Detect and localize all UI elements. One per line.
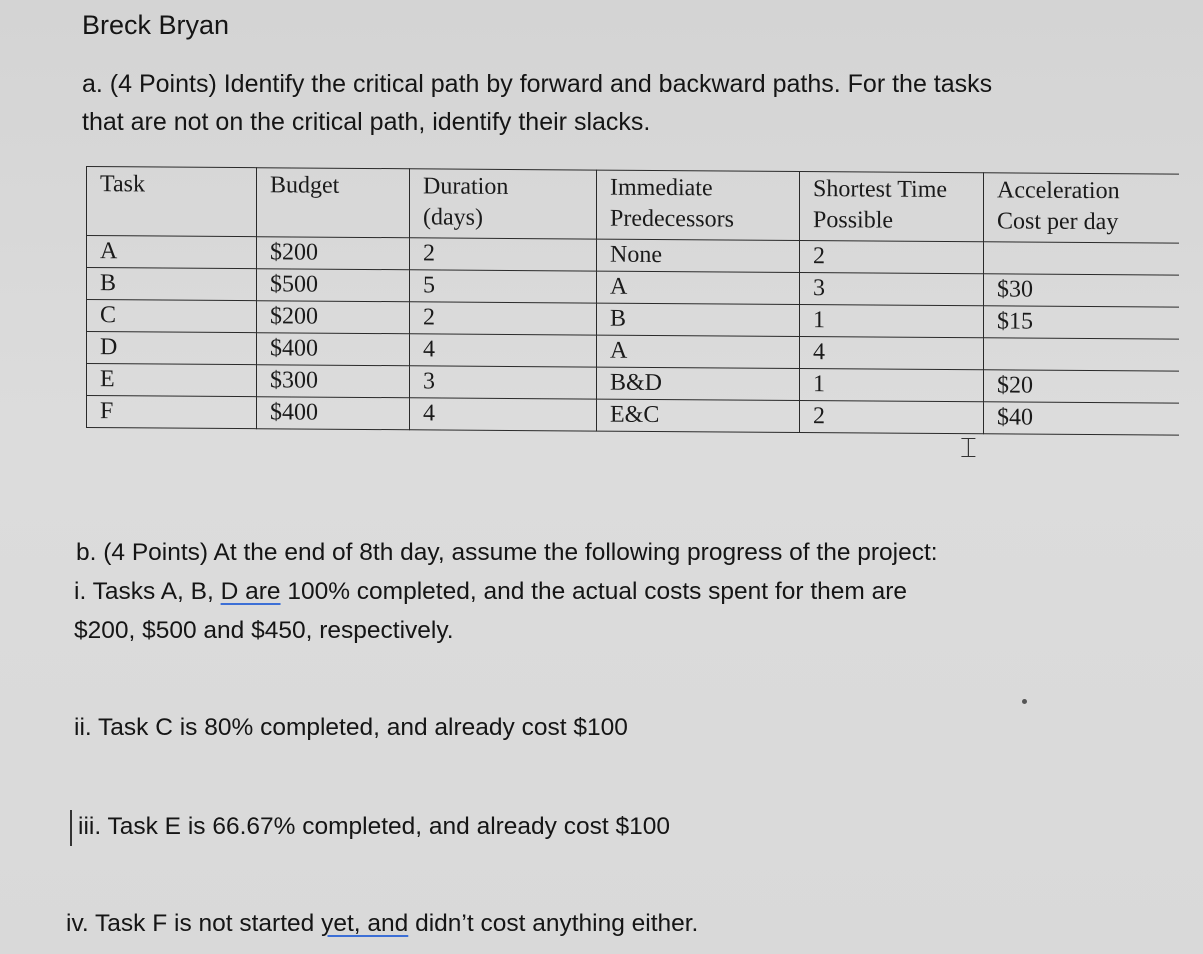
- cell-budget: $200: [257, 301, 410, 334]
- item-iv-text-post: didn’t cost anything either.: [408, 910, 699, 937]
- cell-acceleration-cost: [984, 242, 1180, 275]
- cell-shortest-time: 2: [800, 400, 984, 433]
- cell-duration: 4: [410, 398, 597, 431]
- cell-acceleration-cost: $40: [984, 402, 1180, 435]
- cell-task: E: [87, 364, 257, 397]
- cell-duration: 3: [410, 366, 597, 399]
- question-a-line-1: a. (4 Points) Identify the critical path by forward and backward paths. For the tasks: [82, 70, 993, 98]
- header-budget: Budget: [257, 168, 410, 238]
- header-acceleration-cost: Acceleration Cost per day: [984, 173, 1180, 243]
- cell-task: B: [87, 268, 257, 301]
- question-b-item-i: [74, 578, 907, 606]
- cell-task: F: [87, 396, 257, 429]
- cell-duration: 2: [410, 238, 597, 271]
- header-predecessors: Immediate Predecessors: [597, 170, 800, 240]
- cell-predecessors: None: [597, 239, 800, 272]
- cell-acceleration-cost: $15: [984, 306, 1180, 339]
- cell-predecessors: A: [597, 271, 800, 304]
- task-table: [86, 166, 1179, 436]
- header-shortest-time: Shortest Time Possible: [800, 171, 984, 241]
- cell-budget: $200: [257, 237, 410, 270]
- cell-predecessors: B: [597, 303, 800, 336]
- question-b-item-iii: iii. Task E is 66.67% completed, and already cost $100: [78, 813, 670, 840]
- cell-task: A: [87, 236, 257, 269]
- question-b-item-i-line-2: $200, $500 and $450, respectively.: [74, 617, 454, 644]
- text-caret: [70, 810, 72, 846]
- cell-budget: $400: [257, 397, 410, 430]
- cell-budget: $500: [257, 269, 410, 302]
- question-b-item-iv: [66, 910, 698, 938]
- cell-predecessors: E&C: [597, 399, 800, 432]
- stray-mark: [1022, 699, 1027, 704]
- cell-acceleration-cost: [984, 338, 1180, 371]
- cell-budget: $400: [257, 333, 410, 366]
- i-beam-cursor-icon: ⌶: [960, 431, 977, 464]
- cell-task: C: [87, 300, 257, 333]
- cell-budget: $300: [257, 365, 410, 398]
- item-iv-underlined-text: yet, and: [321, 910, 409, 937]
- table-header-row: [87, 167, 1180, 244]
- cell-duration: 2: [410, 302, 597, 335]
- cell-shortest-time: 1: [800, 368, 984, 401]
- cell-duration: 4: [410, 334, 597, 367]
- header-task: Task: [87, 167, 257, 237]
- cell-predecessors: B&D: [597, 367, 800, 400]
- item-i-text-pre: i. Tasks A, B,: [74, 578, 221, 605]
- cell-task: D: [87, 332, 257, 365]
- cell-acceleration-cost: $30: [984, 274, 1180, 307]
- cell-duration: 5: [410, 270, 597, 303]
- cell-shortest-time: 4: [800, 336, 984, 369]
- item-i-underlined-text: D are: [220, 578, 281, 605]
- cell-shortest-time: 3: [800, 272, 984, 305]
- cell-shortest-time: 2: [800, 240, 984, 273]
- author-name: Breck Bryan: [82, 10, 230, 40]
- cell-shortest-time: 1: [800, 304, 984, 337]
- cell-predecessors: A: [597, 335, 800, 368]
- question-a-line-2: that are not on the critical path, identify their slacks.: [82, 108, 651, 136]
- cell-acceleration-cost: $20: [984, 370, 1180, 403]
- header-duration: Duration (days): [410, 169, 597, 239]
- item-i-text-post: 100% completed, and the actual costs spent for them are: [280, 578, 908, 605]
- item-iv-text-pre: iv. Task F is not started: [66, 910, 322, 937]
- question-b-item-ii: ii. Task C is 80% completed, and already cost $100: [74, 714, 628, 741]
- question-b-intro: b. (4 Points) At the end of 8th day, assume the following progress of the project:: [76, 539, 938, 566]
